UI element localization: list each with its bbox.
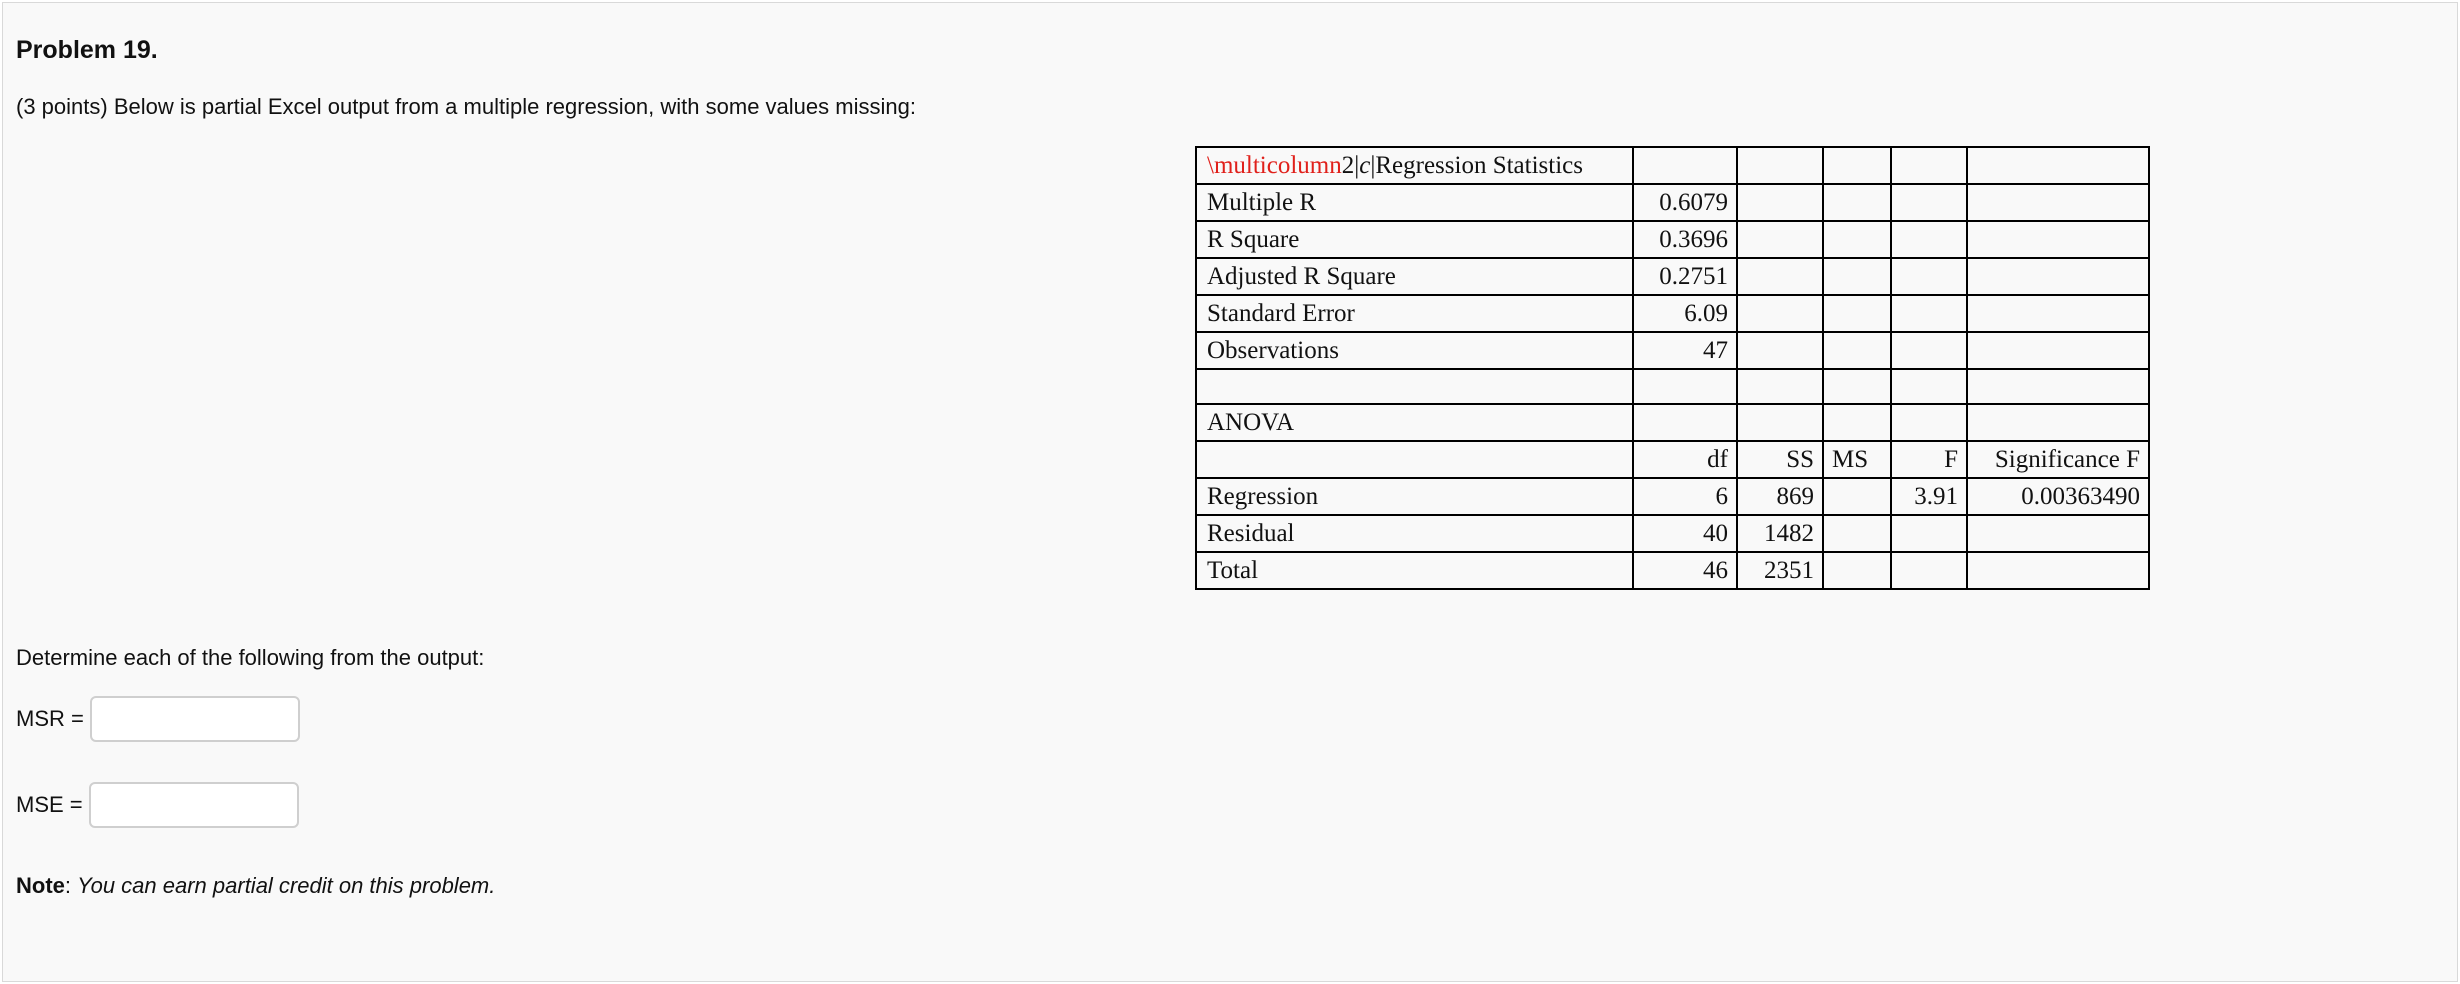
answer-prompt: Determine each of the following from the output: (16, 645, 485, 670)
table-cell: 0.2751 (1633, 258, 1737, 295)
table-cell: 2351 (1737, 552, 1823, 589)
table-cell (1737, 258, 1823, 295)
table-cell (1891, 369, 1967, 404)
table-cell: MS (1823, 441, 1891, 478)
table-row (1196, 221, 2149, 258)
mse-label: MSE = (16, 792, 83, 817)
table-cell: 0.3696 (1633, 221, 1737, 258)
table-cell: 6 (1633, 478, 1737, 515)
table-cell (1967, 147, 2149, 184)
table-cell (1967, 552, 2149, 589)
table-cell (1967, 295, 2149, 332)
table-row (1196, 258, 2149, 295)
msr-input[interactable] (90, 696, 300, 742)
table-cell (1891, 404, 1967, 441)
table-row (1196, 552, 2149, 589)
table-cell (1891, 552, 1967, 589)
table-cell: ANOVA (1196, 404, 1633, 441)
table-cell: Standard Error (1196, 295, 1633, 332)
table-row (1196, 369, 2149, 404)
table-cell: Significance F (1967, 441, 2149, 478)
table-cell (1823, 184, 1891, 221)
table-cell (1823, 404, 1891, 441)
table-cell: SS (1737, 441, 1823, 478)
table-cell (1823, 552, 1891, 589)
table-cell: 0.00363490 (1967, 478, 2149, 515)
table-cell (1967, 515, 2149, 552)
table-cell: Residual (1196, 515, 1633, 552)
table-cell (1633, 147, 1737, 184)
table-cell: 1482 (1737, 515, 1823, 552)
table-cell (1891, 184, 1967, 221)
table-cell (1737, 295, 1823, 332)
table-cell: df (1633, 441, 1737, 478)
latex-arg-text: 2| (1341, 152, 1360, 179)
table-cell (1196, 441, 1633, 478)
table-cell (1737, 404, 1823, 441)
table-cell (1737, 147, 1823, 184)
table-row (1196, 441, 2149, 478)
latex-header-text: |Regression Statistics (1370, 152, 1583, 179)
note-text: You can earn partial credit on this problem. (77, 873, 496, 898)
table-row (1196, 515, 2149, 552)
mse-answer-row (16, 782, 299, 828)
table-cell: F (1891, 441, 1967, 478)
table-cell (1967, 404, 2149, 441)
table-cell (1891, 295, 1967, 332)
table-cell (1633, 369, 1737, 404)
table-cell: 46 (1633, 552, 1737, 589)
table-cell (1891, 221, 1967, 258)
table-cell (1633, 404, 1737, 441)
msr-label: MSR = (16, 706, 84, 731)
table-cell: Observations (1196, 332, 1633, 369)
table-cell: 3.91 (1891, 478, 1967, 515)
table-cell (1891, 147, 1967, 184)
problem-intro: (3 points) Below is partial Excel output from a multiple regression, with some values missing: (16, 94, 916, 119)
table-cell (1891, 515, 1967, 552)
note-label: Note (16, 873, 65, 898)
table-cell (1823, 515, 1891, 552)
note-separator: : (64, 873, 78, 898)
table-cell: 0.6079 (1633, 184, 1737, 221)
problem-title: Problem 19. (16, 36, 158, 64)
table-cell (1967, 369, 2149, 404)
table-cell (1823, 369, 1891, 404)
partial-credit-note (16, 873, 495, 899)
table-cell: 47 (1633, 332, 1737, 369)
latex-command-text: \multicolumn (1207, 152, 1342, 179)
table-row (1196, 332, 2149, 369)
table-cell (1967, 184, 2149, 221)
table-cell (1891, 332, 1967, 369)
table-header-row (1196, 147, 2149, 184)
table-cell (1737, 369, 1823, 404)
table-body (1196, 184, 2149, 589)
table-header-cell (1196, 147, 1633, 184)
regression-output-table (1195, 146, 2150, 590)
table-cell (1737, 221, 1823, 258)
table-cell (1823, 295, 1891, 332)
table-cell (1823, 147, 1891, 184)
table-cell: Regression (1196, 478, 1633, 515)
table-cell (1196, 369, 1633, 404)
table-cell (1967, 221, 2149, 258)
table-cell: 869 (1737, 478, 1823, 515)
latex-math-text: c (1359, 152, 1371, 179)
table-cell (1737, 332, 1823, 369)
table-cell: R Square (1196, 221, 1633, 258)
table-cell (1823, 332, 1891, 369)
mse-input[interactable] (89, 782, 299, 828)
table-cell: Adjusted R Square (1196, 258, 1633, 295)
msr-answer-row (16, 696, 300, 742)
table-cell (1737, 184, 1823, 221)
table-row (1196, 184, 2149, 221)
table-cell (1967, 258, 2149, 295)
table-cell (1823, 478, 1891, 515)
table-cell (1967, 332, 2149, 369)
problem-panel (2, 2, 2458, 982)
table-row (1196, 404, 2149, 441)
table-cell: Multiple R (1196, 184, 1633, 221)
table-cell (1823, 258, 1891, 295)
table-row (1196, 478, 2149, 515)
table-cell (1891, 258, 1967, 295)
table-cell: Total (1196, 552, 1633, 589)
table-cell: 6.09 (1633, 295, 1737, 332)
table-cell (1823, 221, 1891, 258)
table-cell: 40 (1633, 515, 1737, 552)
table-row (1196, 295, 2149, 332)
